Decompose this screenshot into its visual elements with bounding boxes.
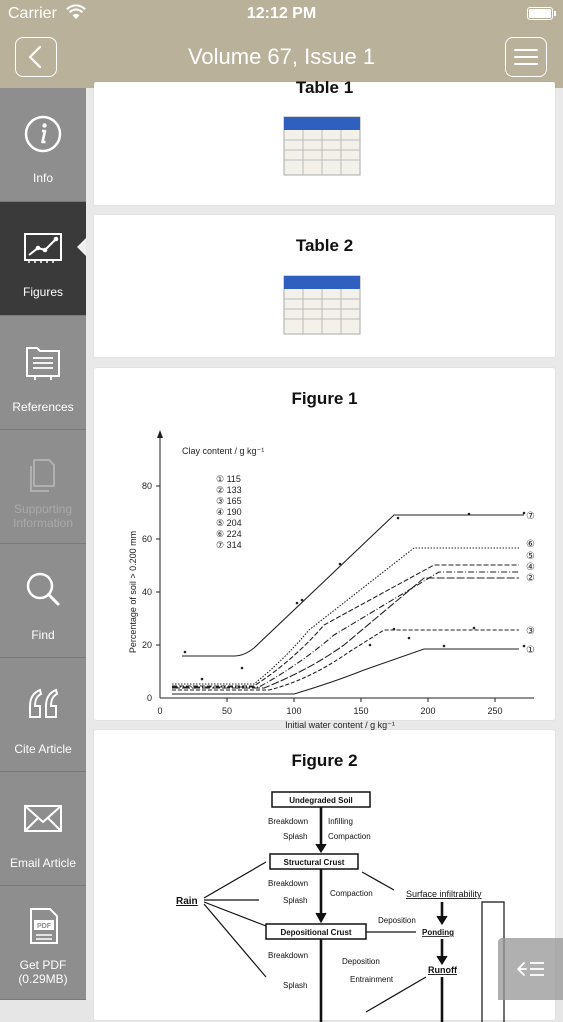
table-card-2[interactable] — [94, 215, 555, 357]
legend-item: ④ 190 — [216, 507, 242, 517]
sidebar-item-figures[interactable] — [0, 202, 86, 316]
curve-5 — [172, 565, 519, 686]
references-icon — [23, 342, 63, 382]
curve-6 — [172, 548, 519, 684]
clock: 12:12 PM — [246, 5, 317, 22]
sidebar-item-label: References — [12, 400, 74, 414]
sidebar-item-label: Supporting Information — [12, 502, 74, 530]
edge-label: Compaction — [328, 832, 371, 841]
node-rain: Rain — [176, 896, 198, 907]
svg-text:③: ③ — [526, 626, 535, 637]
edge-label: Splash — [283, 832, 308, 841]
table-card-1[interactable] — [94, 78, 555, 205]
carrier-label: Carrier — [8, 5, 57, 22]
envelope-icon — [23, 798, 63, 838]
status-bar — [0, 0, 563, 28]
x-axis-label: Initial water content / g kg⁻¹ — [285, 720, 395, 730]
svg-text:⑥: ⑥ — [526, 539, 535, 550]
y-axis-label: Percentage of soil > 0.200 mm — [128, 530, 138, 654]
figure-caption: Figure 1 — [291, 389, 358, 408]
table-caption: Table 1 — [295, 78, 354, 97]
quote-icon — [23, 684, 63, 724]
active-item-pointer — [77, 238, 86, 256]
edge-label: Breakdown — [268, 951, 309, 960]
table-thumbnail-icon — [283, 275, 361, 335]
x-tick-label: 0 — [157, 706, 163, 716]
edge-label: Infilling — [328, 817, 353, 826]
sidebar-item-find[interactable] — [0, 544, 86, 658]
sidebar — [0, 88, 86, 1000]
y-tick-label: 80 — [141, 481, 152, 491]
y-tick-label: 60 — [141, 534, 152, 544]
figure-2-diagram — [94, 782, 555, 1022]
info-icon — [23, 114, 63, 154]
sidebar-item-label: Find — [31, 628, 55, 642]
x-tick-label: 250 — [487, 706, 503, 716]
sidebar-item-supporting-information[interactable] — [0, 430, 86, 544]
table-caption: Table 2 — [295, 236, 354, 255]
svg-text:④: ④ — [526, 562, 535, 573]
edge-label: Compaction — [330, 889, 373, 898]
node-surface-infiltrability: Surface infiltrability — [406, 889, 482, 899]
edge-label: Entrainment — [350, 975, 394, 984]
svg-text:PDF: PDF — [37, 923, 51, 930]
sidebar-item-label: Figures — [22, 285, 63, 299]
y-tick-label: 20 — [141, 640, 152, 650]
node-depositional-crust: Depositional Crust — [280, 928, 352, 937]
collapse-icon — [498, 938, 563, 1000]
figures-list[interactable] — [86, 78, 563, 1000]
sidebar-item-label: Info — [32, 171, 53, 185]
pdf-icon — [23, 906, 63, 946]
node-undegraded-soil: Undegraded Soil — [289, 796, 353, 805]
sidebar-item-get-pdf[interactable] — [0, 886, 86, 1000]
edge-label: Breakdown — [268, 817, 309, 826]
svg-text:①: ① — [526, 645, 535, 656]
x-tick-label: 200 — [420, 706, 436, 716]
svg-text:②: ② — [526, 573, 535, 584]
sidebar-item-info[interactable] — [0, 88, 86, 202]
x-tick-label: 150 — [353, 706, 369, 716]
figure-card-2[interactable] — [94, 730, 555, 1020]
curve-4 — [172, 572, 519, 687]
edge-label: Deposition — [378, 916, 416, 925]
table-thumbnail-icon — [283, 116, 361, 176]
sidebar-item-cite-article[interactable] — [0, 658, 86, 772]
battery-icon — [527, 7, 553, 20]
chart-icon — [23, 228, 63, 268]
legend-item: ⑥ 224 — [216, 529, 242, 539]
curve-2 — [172, 578, 519, 688]
figure-1-chart — [94, 420, 555, 730]
edge-label: Deposition — [342, 957, 380, 966]
search-icon — [23, 570, 63, 610]
legend-item: ② 133 — [216, 485, 242, 495]
x-tick-label: 100 — [286, 706, 302, 716]
legend-item: ⑦ 314 — [216, 540, 242, 550]
node-structural-crust: Structural Crust — [283, 858, 345, 867]
collapse-sidebar-button[interactable] — [498, 938, 563, 1000]
legend-item: ③ 165 — [216, 496, 242, 506]
legend-item: ⑤ 204 — [216, 518, 242, 528]
page-title: Volume 67, Issue 1 — [187, 44, 376, 69]
y-tick-label: 0 — [146, 693, 152, 703]
legend-item: ① 115 — [216, 474, 241, 484]
y-tick-label: 40 — [141, 587, 152, 597]
svg-text:⑤: ⑤ — [526, 551, 535, 562]
curve-3 — [172, 630, 519, 690]
edge-label: Splash — [283, 981, 308, 990]
sidebar-item-label: Cite Article — [14, 742, 72, 756]
figure-card-1[interactable] — [94, 368, 555, 730]
svg-text:⑦: ⑦ — [526, 511, 535, 522]
edge-label: Breakdown — [268, 879, 309, 888]
node-runoff: Runoff — [428, 965, 457, 975]
sidebar-item-label: Email Article — [9, 856, 77, 870]
sidebar-item-references[interactable] — [0, 316, 86, 430]
menu-button[interactable] — [505, 37, 547, 77]
node-ponding: Ponding — [422, 928, 454, 937]
edge-label: Splash — [283, 896, 308, 905]
x-tick-label: 50 — [221, 706, 233, 716]
figure-caption: Figure 2 — [291, 751, 358, 770]
hamburger-icon — [506, 38, 546, 76]
sidebar-item-label: Get PDF (0.29MB) — [18, 958, 68, 986]
legend-title: Clay content / g kg⁻¹ — [182, 446, 265, 456]
sidebar-item-email-article[interactable] — [0, 772, 86, 886]
documents-icon — [23, 456, 63, 496]
